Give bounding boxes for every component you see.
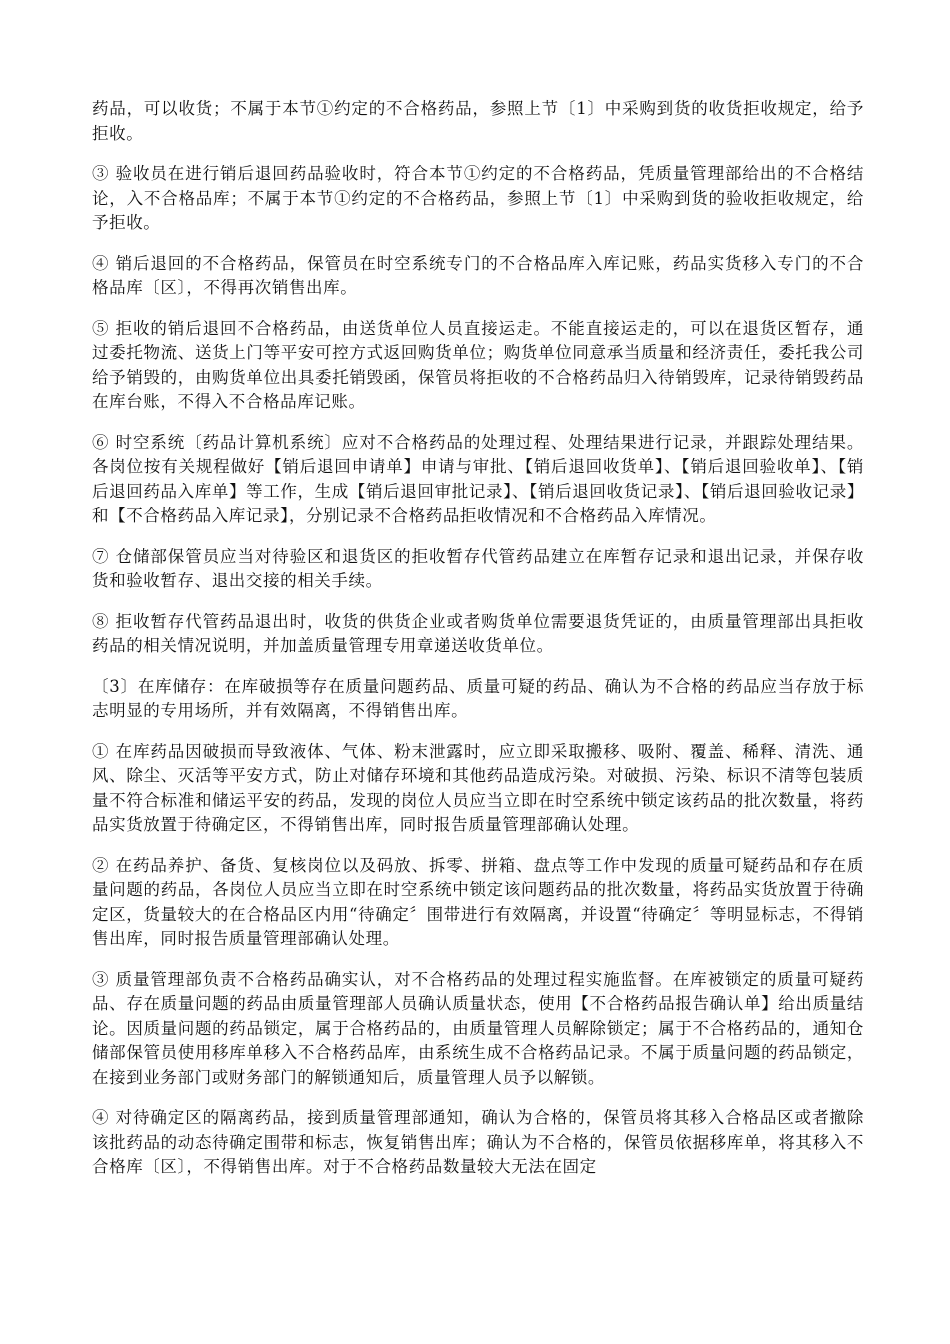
section-heading-paragraph: 〔3〕在库储存：在库破损等存在质量问题药品、质量可疑的药品、确认为不合格的药品应当存放于标志明显的专用场所，并有效隔离，不得销售出库。 [92,676,864,720]
paragraph: ③ 验收员在进行销后退回药品验收时，符合本节①约定的不合格药品，凭质量管理部给出的不合格结论，入不合格品库；不属于本节①约定的不合格药品，参照上节〔1〕中采购到货的验收拒收规定，给予拒收。 [92,164,864,232]
paragraph: ③ 质量管理部负责不合格药品确实认，对不合格药品的处理过程实施监督。在库被锁定的质量可疑药品、存在质量问题的药品由质量管理部人员确认质量状态，使用【不合格药品报告确认单】给出质量结论。因质量问题的药品锁定，属于合格药品的，由质量管理人员解除锁定；属于不合格药品的，通知仓储部保管员使用移库单移入不合格药品库，由系统生成不合格药品记录。不属于质量问题的药品锁定，在接到业务部门或财务部门的解锁通知后，质量管理人员予以解锁。 [92,969,864,1087]
paragraph: ④ 销后退回的不合格药品，保管员在时空系统专门的不合格品库入库记账，药品实货移入专门的不合格品库〔区〕，不得再次销售出库。 [92,253,864,297]
paragraph: ② 在药品养护、备货、复核岗位以及码放、拆零、拼箱、盘点等工作中发现的质量可疑药品和存在质量问题的药品，各岗位人员应当立即在时空系统中锁定该问题药品的批次数量，将药品实货放置于待确定区，货量较大的在合格品区内用“待确定〞围带进行有效隔离，并设置“待确定〞等明显标志，不得销售出库，同时报告质量管理部确认处理。 [92,855,864,948]
paragraph: 药品，可以收货；不属于本节①约定的不合格药品，参照上节〔1〕中采购到货的收货拒收规定，给予拒收。 [92,99,864,143]
paragraph: ⑦ 仓储部保管员应当对待验区和退货区的拒收暂存代管药品建立在库暂存记录和退出记录，并保存收货和验收暂存、退出交接的相关手续。 [92,546,864,590]
paragraph: ① 在库药品因破损而导致液体、气体、粉末泄露时，应立即采取搬移、吸附、覆盖、稀释、清洗、通风、除尘、灭活等平安方式，防止对储存环境和其他药品造成污染。对破损、污染、标识不清等包装质量不符合标准和储运平安的药品，发现的岗位人员应当立即在时空系统中锁定该药品的批次数量，将药品实货放置于待确定区，不得销售出库，同时报告质量管理部确认处理。 [92,741,864,834]
paragraph: ⑤ 拒收的销后退回不合格药品，由送货单位人员直接运走。不能直接运走的，可以在退货区暂存，通过委托物流、送货上门等平安可控方式返回购货单位；购货单位同意承当质量和经济责任，委托我公司给予销毁的，由购货单位出具委托销毁函，保管员将拒收的不合格药品归入待销毁库，记录待销毁药品在库台账，不得入不合格品库记账。 [92,318,864,411]
paragraph: ④ 对待确定区的隔离药品，接到质量管理部通知，确认为合格的，保管员将其移入合格品区或者撤除该批药品的动态待确定围带和标志，恢复销售出库；确认为不合格的，保管员依据移库单，将其移入不合格库〔区〕，不得销售出库。对于不合格药品数量较大无法在固定 [92,1108,864,1176]
paragraph: ⑧ 拒收暂存代管药品退出时，收货的供货企业或者购货单位需要退货凭证的，由质量管理部出具拒收药品的相关情况说明，并加盖质量管理专用章递送收货单位。 [92,611,864,655]
paragraph: ⑥ 时空系统〔药品计算机系统〕应对不合格药品的处理过程、处理结果进行记录，并跟踪处理结果。各岗位按有关规程做好【销后退回申请单】申请与审批、【销后退回收货单】、【销后退回验收单】、【销后退回药品入库单】等工作，生成【销后退回审批记录】、【销后退回收货记录】、【销后退回验收记录】和【不合格药品入库记录】，分别记录不合格药品拒收情况和不合格药品入库情况。 [92,432,864,525]
document-body [92,97,864,1196]
